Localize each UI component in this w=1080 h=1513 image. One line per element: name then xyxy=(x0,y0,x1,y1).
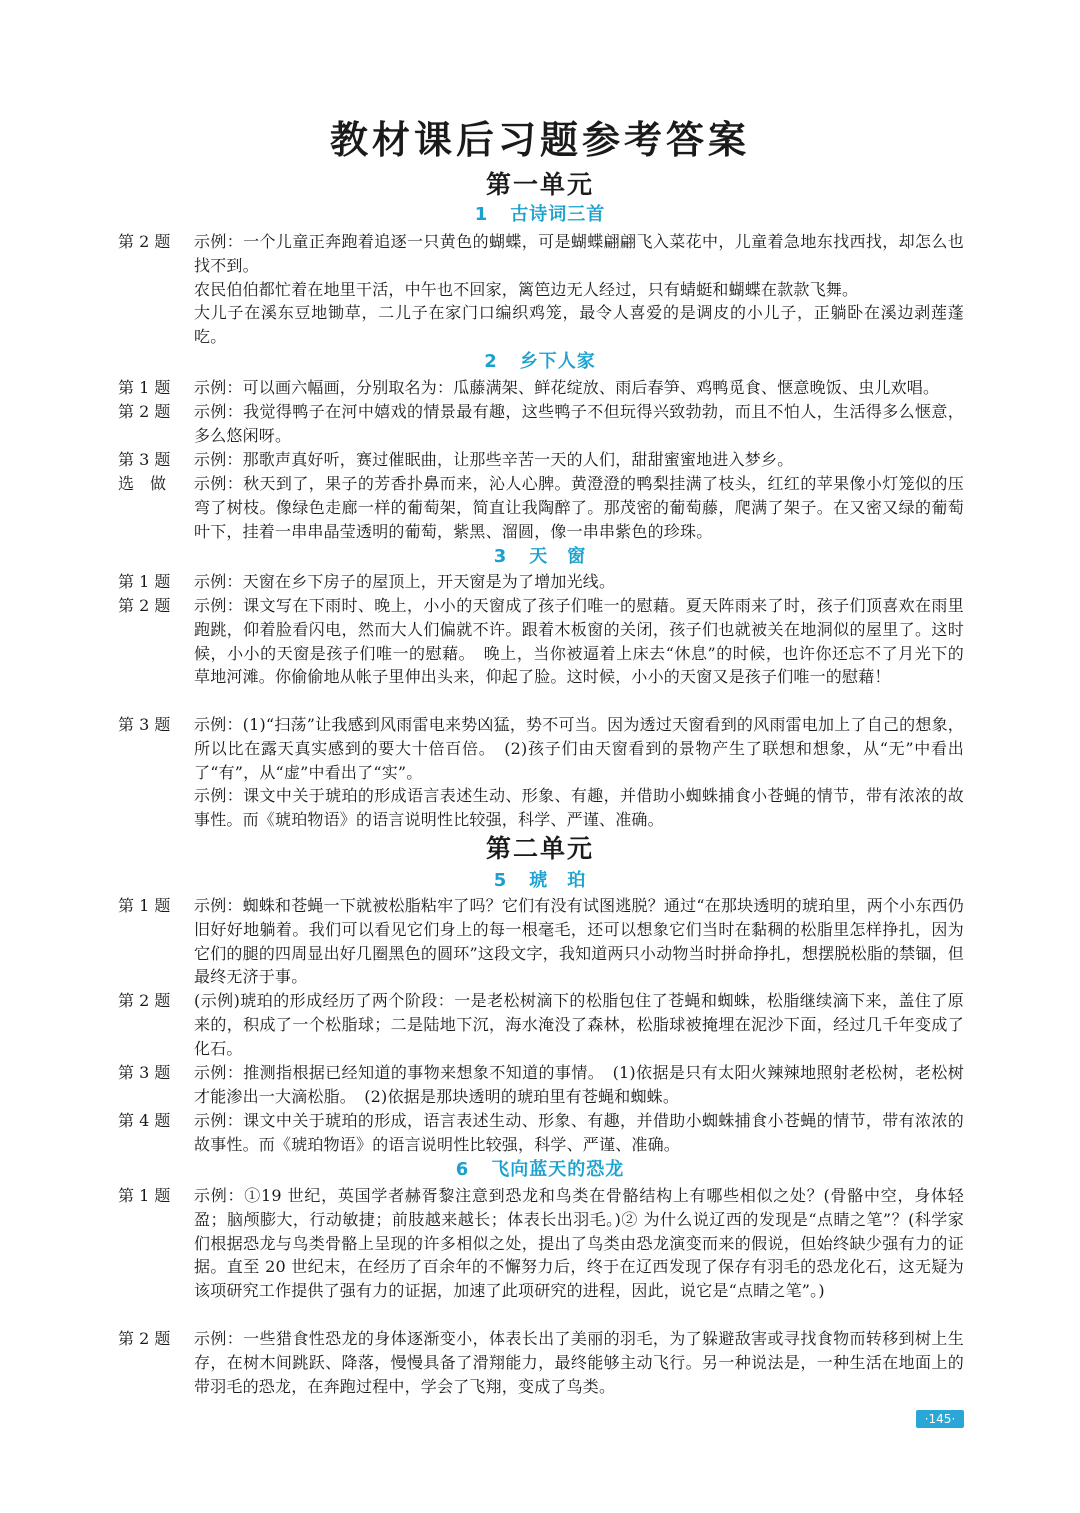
lesson-title xyxy=(0,203,1080,227)
exercise-item xyxy=(118,472,964,543)
lesson-name: 乡下人家 xyxy=(519,351,596,372)
page-number: ·145· xyxy=(916,1410,964,1428)
exercise-label: 第 3 题 xyxy=(118,1063,171,1082)
exercise-label: 第 2 题 xyxy=(118,991,171,1010)
answer-paragraph: 示例：课文写在下雨时、晚上，小小的天窗成了孩子们唯一的慰藉。夏天阵雨来了时，孩子们顶喜欢在雨里跑跳，仰着脸看闪电，然而大人们偏就不许。跟着木板窗的关闭，孩子们也就被关在地洞似的屋里了。这时候，小小的天窗是孩子们唯一的慰藉。 晚上，当你被逼着上床去“休息”的时候，也许你还忘不了月光下的草地河滩。你偷偷地从帐子里伸出头来，仰起了脸。这时候，小小的天窗又是孩子们唯一的慰藉！ xyxy=(194,596,964,687)
answer-paragraph: 示例：(1)“扫荡”让我感到风雨雷电来势凶猛，势不可当。因为透过天窗看到的风雨雷电加上了自己的想象，所以比在露天真实感到的要大十倍百倍。 (2)孩子们由天窗看到的景物产生了联想和想象，从“无”中看出了“有”，从“虚”中看出了“实”。 xyxy=(194,715,964,782)
answer-paragraph: 示例：可以画六幅画，分别取名为：瓜藤满架、鲜花绽放、雨后春笋、鸡鸭觅食、惬意晚饭、虫儿欢唱。 xyxy=(194,378,940,397)
lesson-name: 古诗词三首 xyxy=(510,204,606,225)
exercise-label: 选 做 xyxy=(118,474,167,493)
exercise-label: 第 2 题 xyxy=(118,1329,171,1348)
unit-title: 第一单元 xyxy=(485,170,594,199)
exercise-item xyxy=(118,448,964,472)
exercise-label: 第 1 题 xyxy=(118,378,171,397)
lesson-title xyxy=(0,869,1080,893)
exercise-label: 第 2 题 xyxy=(118,596,171,615)
lesson-number: 3 xyxy=(493,546,508,567)
lesson-name: 天 窗 xyxy=(529,546,587,567)
lesson-number: 2 xyxy=(484,351,498,372)
exercise-item xyxy=(118,230,964,349)
lesson-name: 琥 珀 xyxy=(529,870,587,891)
exercise-item xyxy=(118,400,964,448)
lesson-name: 飞向蓝天的恐龙 xyxy=(491,1159,625,1180)
lesson-title xyxy=(0,545,1080,569)
exercise-item xyxy=(118,570,964,594)
exercise-label: 第 4 题 xyxy=(118,1111,171,1130)
unit-title: 第二单元 xyxy=(485,834,594,863)
lesson-number: 6 xyxy=(455,1159,470,1180)
exercise-label: 第 2 题 xyxy=(118,402,171,421)
exercise-label: 第 1 题 xyxy=(118,1186,171,1205)
answer-paragraph: 示例：课文中关于琥珀的形成，语言表述生动、形象、有趣，并借助小蜘蛛捕食小苍蝇的情节，带有浓浓的故事性。而《琥珀物语》的语言说明性比较强，科学、严谨、准确。 xyxy=(194,1111,964,1154)
lesson-title xyxy=(0,350,1080,374)
answer-paragraph: 大儿子在溪东豆地锄草，二儿子在家门口编织鸡笼，最令人喜爱的是调皮的小儿子，正躺卧在溪边剥莲蓬吃。 xyxy=(194,303,964,347)
page-title: 教材课后习题参考答案 xyxy=(329,117,750,162)
exercise-label: 第 3 题 xyxy=(118,450,171,469)
exercise-label: 第 1 题 xyxy=(118,572,171,591)
exercise-item xyxy=(118,1327,964,1398)
exercise-item xyxy=(118,594,964,689)
answer-paragraph: 示例：一些猎食性恐龙的身体逐渐变小，体表长出了美丽的羽毛，为了躲避敌害或寻找食物而转移到树上生存，在树木间跳跃、降落，慢慢具备了滑翔能力，最终能够主动飞行。另一种说法是，一种生活在地面上的带羽毛的恐龙，在奔跑过程中，学会了飞翔，变成了鸟类。 xyxy=(194,1329,964,1396)
answer-paragraph: 示例：课文中关于琥珀的形成语言表述生动、形象、有趣，并借助小蜘蛛捕食小苍蝇的情节，带有浓浓的故事性。而《琥珀物语》的语言说明性比较强，科学、严谨、准确。 xyxy=(194,786,964,830)
exercise-item xyxy=(118,376,964,400)
answer-paragraph: 示例：那歌声真好听，赛过催眠曲，让那些辛苦一天的人们，甜甜蜜蜜地进入梦乡。 xyxy=(194,450,794,469)
answer-paragraph: 示例：①19 世纪，英国学者赫胥黎注意到恐龙和鸟类在骨骼结构上有哪些相似之处？(骨骼中空，身体轻盈；脑颅膨大，行动敏捷；前肢越来越长；体表长出羽毛。)② 为什么说辽西的发现是“点睛之笔”？(科学家们根据恐龙与鸟类骨骼上呈现的许多相似之处，提出了鸟类由恐龙演变而来的假说，但始终缺少强有力的证据。直至 20 世纪末，在经历了百余年的不懈努力后，终于在辽西发现了保存有羽毛的恐龙化石，这无疑为该项研究工作提供了强有力的证据，加速了此项研究的进程，因此，说它是“点睛之笔”。) xyxy=(194,1186,964,1301)
lesson-number: 1 xyxy=(474,204,489,225)
lesson-title xyxy=(0,1158,1080,1182)
exercise-item xyxy=(118,713,964,832)
answer-paragraph: 示例：天窗在乡下房子的屋顶上，开天窗是为了增加光线。 xyxy=(194,572,616,591)
answer-paragraph: 示例：蜘蛛和苍蝇一下就被松脂粘牢了吗？它们有没有试图逃脱？通过“在那块透明的琥珀里，两个小东西仍旧好好地躺着。我们可以看见它们身上的每一根毫毛，还可以想象它们当时在黏稠的松脂里怎样挣扎，因为它们的腿的四周显出好几圈黑色的圆环”这段文字，我知道两只小动物当时拼命挣扎，想摆脱松脂的禁锢，但最终无济于事。 xyxy=(194,896,964,987)
answer-paragraph: (示例)琥珀的形成经历了两个阶段：一是老松树滴下的松脂包住了苍蝇和蜘蛛，松脂继续滴下来，盖住了原来的，积成了一个松脂球；二是陆地下沉，海水淹没了森林，松脂球被掩埋在泥沙下面，经过几千年变成了化石。 xyxy=(194,991,964,1058)
answer-paragraph: 示例：秋天到了，果子的芳香扑鼻而来，沁人心脾。黄澄澄的鸭梨挂满了枝头，红红的苹果像小灯笼似的压弯了树枝。像绿色走廊一样的葡萄架，简直让我陶醉了。那茂密的葡萄藤，爬满了架子。在又密又绿的葡萄叶下，挂着一串串晶莹透明的葡萄，紫黑、溜圆，像一串串紫色的珍珠。 xyxy=(194,474,964,541)
exercise-item xyxy=(118,1184,964,1303)
answer-paragraph: 示例：一个儿童正奔跑着追逐一只黄色的蝴蝶，可是蝴蝶翩翩飞入菜花中，儿童着急地东找西找，却怎么也找不到。 xyxy=(194,232,964,275)
exercise-item xyxy=(118,894,964,989)
lesson-number: 5 xyxy=(493,870,508,891)
answer-paragraph: 示例：我觉得鸭子在河中嬉戏的情景最有趣，这些鸭子不但玩得兴致勃勃，而且不怕人，生活得多么惬意，多么悠闲呀。 xyxy=(194,402,964,445)
exercise-item xyxy=(118,1109,964,1157)
exercise-item xyxy=(118,989,964,1060)
exercise-item xyxy=(118,1061,964,1109)
exercise-label: 第 1 题 xyxy=(118,896,171,915)
answer-paragraph: 农民伯伯都忙着在地里干活，中午也不回家，篱笆边无人经过，只有蜻蜓和蝴蝶在款款飞舞。 xyxy=(194,279,859,299)
exercise-label: 第 3 题 xyxy=(118,715,171,734)
exercise-label: 第 2 题 xyxy=(118,232,171,251)
answer-paragraph: 示例：推测指根据已经知道的事物来想象不知道的事情。 (1)依据是只有太阳火辣辣地照射老松树，老松树才能渗出一大滴松脂。 (2)依据是那块透明的琥珀里有苍蝇和蜘蛛。 xyxy=(194,1063,964,1106)
